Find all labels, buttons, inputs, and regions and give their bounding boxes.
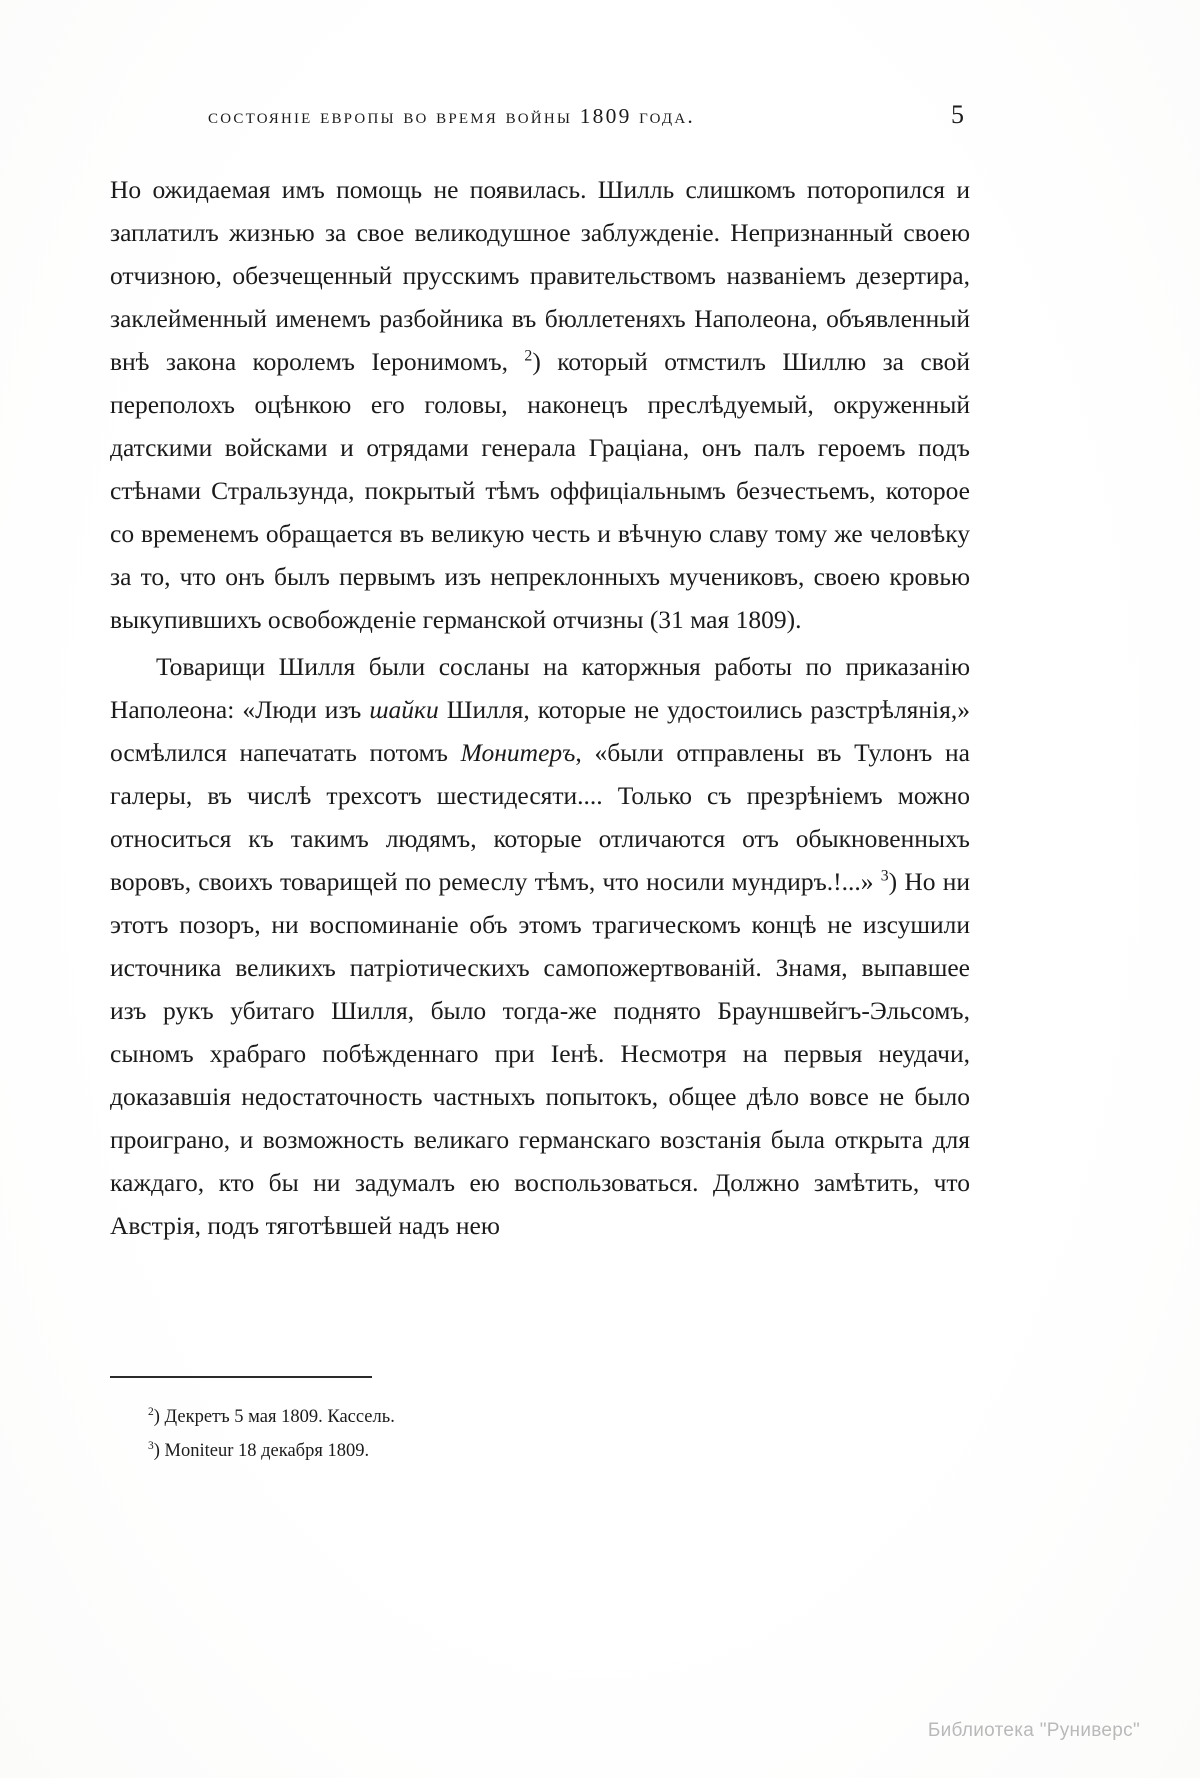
footnote-marker: 3 (148, 1439, 154, 1452)
running-head-title: состояніе европы во время войны 1809 года. (208, 104, 695, 128)
paragraph-2-text-a: Товарищи Шилля были сосланы на каторжныя работы по приказанію Наполеона: «Люди изъ (110, 652, 970, 724)
library-watermark: Библиотека "Руниверс" (927, 1720, 1140, 1741)
paragraph-1 (110, 168, 970, 641)
footnote-text: ) Moniteur 18 декабря 1809. (153, 1441, 370, 1461)
footnote-separator-rule (110, 1376, 372, 1378)
footnotes (148, 1400, 948, 1468)
page-number: 5 (951, 100, 964, 129)
body-text (110, 168, 970, 1247)
footnote-item (148, 1400, 948, 1434)
paragraph-2 (110, 645, 970, 1247)
page-content (110, 100, 970, 1247)
paragraph-2-text-b: Шилля, которые не удостоились разстрѣлянія,» осмѣлился напечатать потомъ (110, 695, 970, 767)
footnote-text: ) Декретъ 5 мая 1809. Кассель. (153, 1407, 395, 1427)
footnote-item (148, 1434, 948, 1468)
footnote-marker: 2 (148, 1405, 154, 1418)
footnote-ref-3: 3 (880, 867, 889, 885)
paragraph-1-text-a: Но ожидаемая имъ помощь не появилась. Шилль слишкомъ поторопился и заплатилъ жизнью за свое великодушное заблужденіе. Непризнанный своею отчизною, обезчещенный прусскимъ правительствомъ названіемъ дезертира, заклейменный именемъ разбойника въ бюллетеняхъ Наполеона, объявленный внѣ закона королемъ Іеронимомъ, (110, 175, 970, 376)
paragraph-2-text-c: , «были отправлены въ Тулонъ на галеры, въ числѣ трехсотъ шестидесяти.... Только съ презрѣніемъ можно относиться къ такимъ людямъ, которые отличаются отъ обыкновенныхъ воровъ, своихъ товарищей по ремеслу тѣмъ, что носили мундиръ.!...» (110, 738, 970, 896)
running-head (208, 100, 968, 130)
paragraph-1-text-b: ) который отмстилъ Шиллю за свой переполохъ оцѣнкою его головы, наконецъ преслѣдуемый, окруженный датскими войсками и отрядами генерала Граціана, онъ палъ героемъ подъ стѣнами Стральзунда, покрытый тѣмъ оффиціальнымъ безчестьемъ, которое со временемъ обращается въ великую честь и вѣчную славу тому же человѣку за то, что онъ былъ первымъ изъ непреклонныхъ мучениковъ, своею кровью выкупившихъ освобожденіе германской отчизны (31 мая 1809). (110, 347, 970, 634)
footnote-ref-2: 2 (524, 347, 533, 365)
paragraph-2-emphasis-shayki: шайки (369, 695, 439, 724)
paragraph-2-emphasis-moniteur: Монитеръ (460, 738, 576, 767)
paragraph-2-text-d: ) Но ни этотъ позоръ, ни воспоминаніе объ этомъ трагическомъ концѣ не изсушили источника великихъ патріотическихъ самопожертвованій. Знамя, выпавшее изъ рукъ убитаго Шилля, было тогда-же поднято Брауншвейгъ-Эльсомъ, сыномъ храбраго побѣжденнаго при Іенѣ. Несмотря на первыя неудачи, доказавшія недостаточность частныхъ попытокъ, общее дѣло вовсе не было проиграно, и возможность великаго германскаго возстанія была открыта для каждаго, кто бы ни задумалъ ею воспользоваться. Должно замѣтить, что Австрія, подъ тяготѣвшей надъ нею (110, 867, 970, 1240)
